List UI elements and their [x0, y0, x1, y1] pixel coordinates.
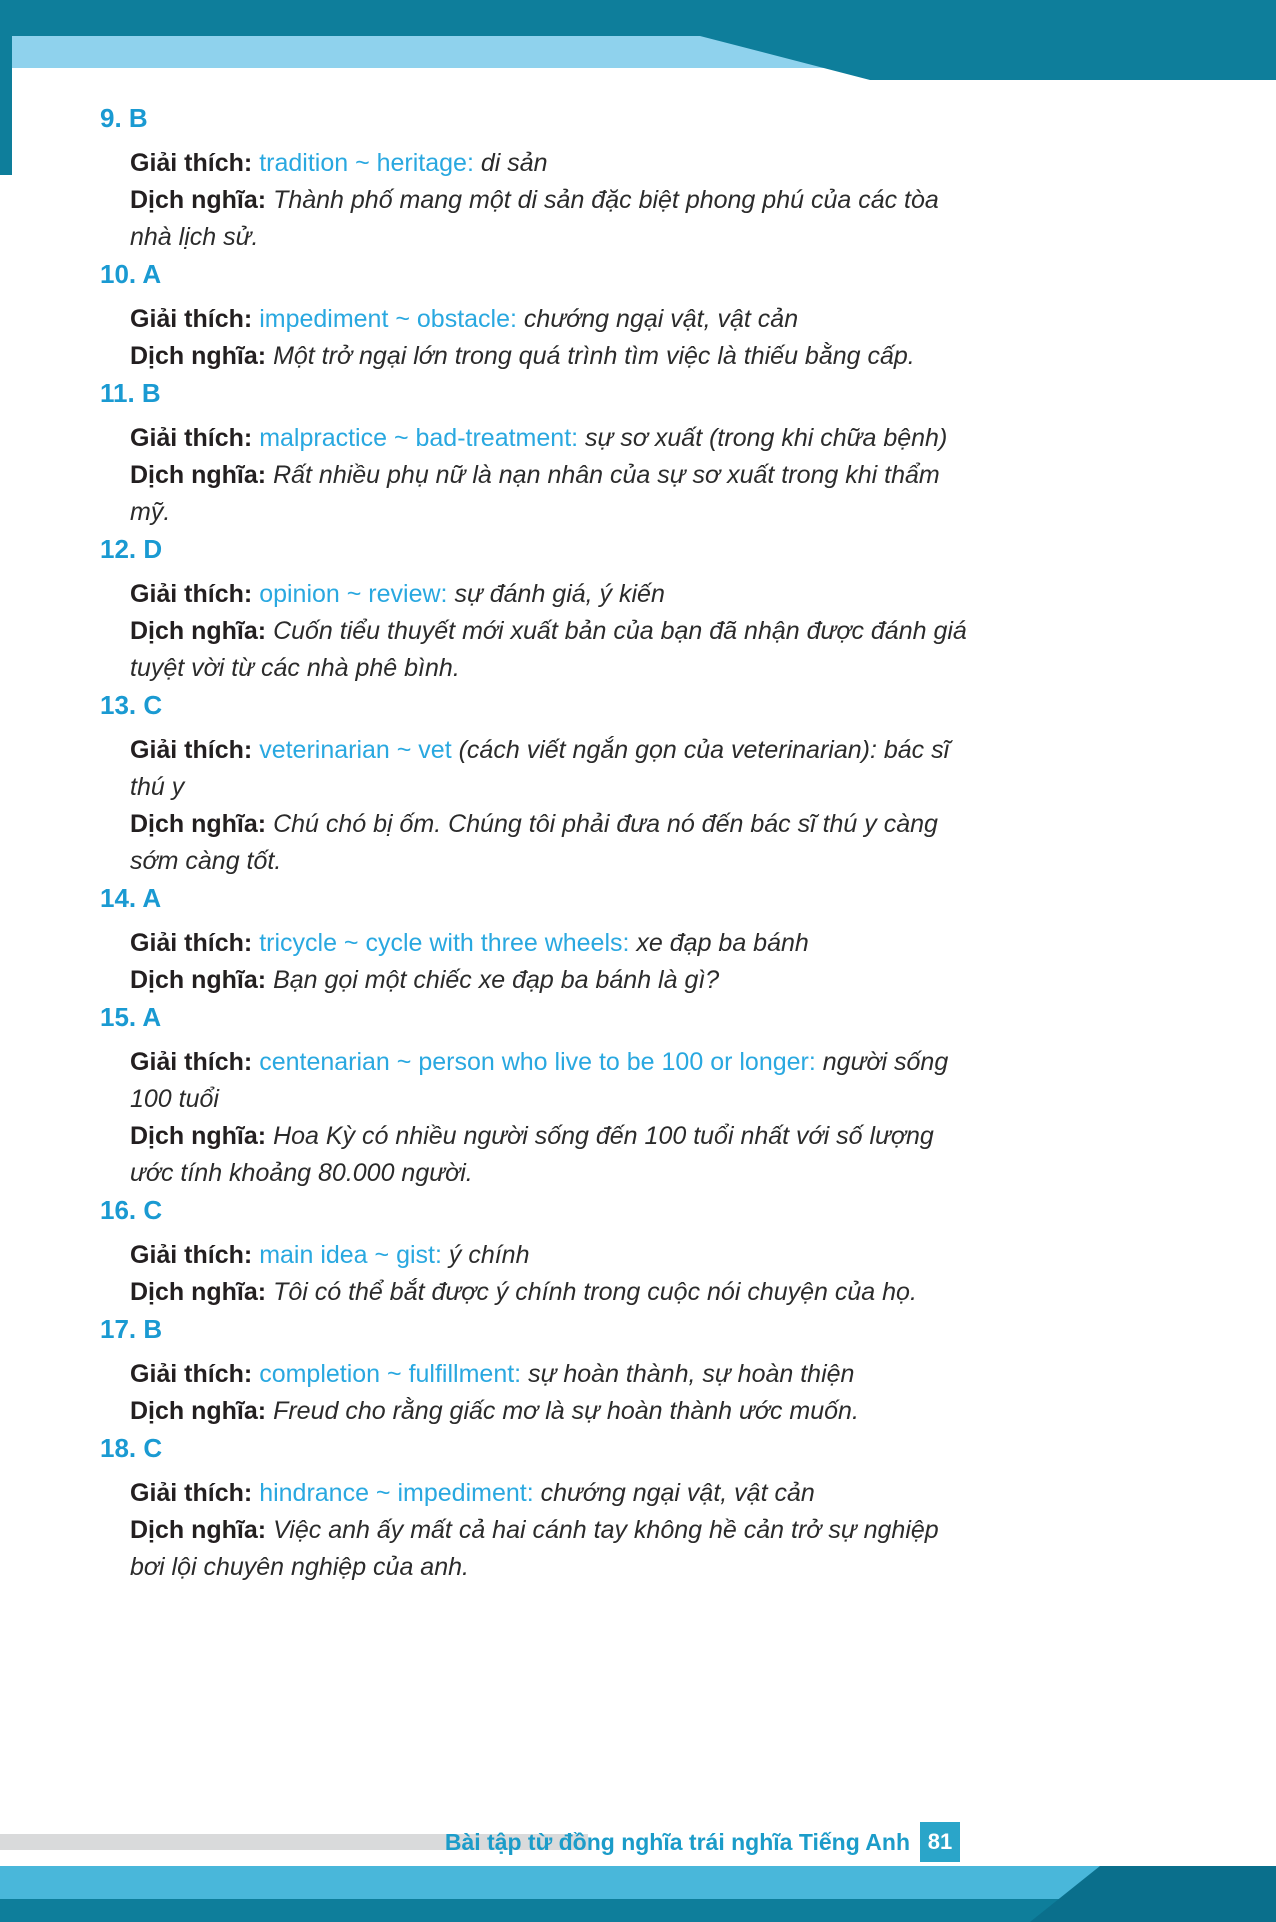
meaning-line	[130, 182, 980, 256]
answer-item	[100, 531, 980, 687]
answer-list	[100, 100, 980, 1586]
meaning-vietnamese: Việc anh ấy mất cả hai cánh tay không hề cản trở sự nghiệp bơi lội chuyên nghiệp của anh.	[130, 1516, 939, 1581]
answer-item	[100, 1430, 980, 1586]
meaning-vietnamese: Hoa Kỳ có nhiều người sống đến 100 tuổi nhất với số lượng ước tính khoảng 80.000 người.	[130, 1122, 934, 1187]
meaning-label: Dịch nghĩa:	[130, 1122, 267, 1150]
answer-item	[100, 100, 980, 256]
answer-number: 11. B	[100, 378, 161, 408]
answer-item	[100, 687, 980, 880]
meaning-label: Dịch nghĩa:	[130, 617, 267, 645]
explain-english: centenarian ~ person who live to be 100 or longer:	[259, 1048, 816, 1076]
meaning-line	[130, 1512, 980, 1586]
meaning-label: Dịch nghĩa:	[130, 342, 267, 370]
answer-number: 12. D	[100, 534, 163, 564]
answer-item	[100, 880, 980, 999]
answer-number: 17. B	[100, 1314, 163, 1344]
explain-english: malpractice ~ bad-treatment:	[259, 424, 579, 452]
explanation-line	[130, 925, 980, 962]
explanation-line	[130, 576, 980, 613]
explain-label: Giải thích:	[130, 1048, 253, 1076]
meaning-vietnamese: Freud cho rằng giấc mơ là sự hoàn thành ước muốn.	[273, 1397, 859, 1425]
meaning-label: Dịch nghĩa:	[130, 1397, 267, 1425]
answer-number: 13. C	[100, 690, 163, 720]
explanation-line	[130, 732, 980, 806]
meaning-label: Dịch nghĩa:	[130, 186, 267, 214]
meaning-vietnamese: Rất nhiều phụ nữ là nạn nhân của sự sơ xuất trong khi thẩm mỹ.	[130, 461, 940, 526]
answer-item	[100, 999, 980, 1192]
answer-item	[100, 375, 980, 531]
answer-number: 10. A	[100, 259, 162, 289]
meaning-label: Dịch nghĩa:	[130, 810, 267, 838]
explain-vietnamese: chướng ngại vật, vật cản	[523, 305, 799, 333]
explanation-line	[130, 1044, 980, 1118]
explanation-line	[130, 1475, 980, 1512]
meaning-line	[130, 806, 980, 880]
explain-english: tradition ~ heritage:	[259, 149, 474, 177]
meaning-vietnamese: Tôi có thể bắt được ý chính trong cuộc nói chuyện của họ.	[273, 1278, 917, 1306]
meaning-line	[130, 1393, 980, 1430]
explain-english: completion ~ fulfillment:	[259, 1360, 522, 1388]
meaning-line	[130, 613, 980, 687]
top-banner-dark-bar	[0, 0, 1276, 36]
meaning-line	[130, 457, 980, 531]
explain-label: Giải thích:	[130, 1479, 253, 1507]
explain-label: Giải thích:	[130, 1241, 253, 1269]
explain-label: Giải thích:	[130, 1360, 253, 1388]
explain-vietnamese: ý chính	[448, 1241, 530, 1269]
meaning-vietnamese: Chú chó bị ốm. Chúng tôi phải đưa nó đến bác sĩ thú y càng sớm càng tốt.	[130, 810, 938, 875]
explain-label: Giải thích:	[130, 149, 253, 177]
explain-english: main idea ~ gist:	[259, 1241, 442, 1269]
answer-number: 9. B	[100, 103, 148, 133]
meaning-line	[130, 1274, 980, 1311]
explain-vietnamese: sự đánh giá, ý kiến	[454, 580, 665, 608]
meaning-line	[130, 1118, 980, 1192]
explain-english: opinion ~ review:	[259, 580, 448, 608]
meaning-label: Dịch nghĩa:	[130, 1278, 267, 1306]
explain-english: impediment ~ obstacle:	[259, 305, 517, 333]
explanation-line	[130, 1356, 980, 1393]
answer-item	[100, 256, 980, 375]
meaning-label: Dịch nghĩa:	[130, 966, 267, 994]
explain-label: Giải thích:	[130, 424, 253, 452]
explain-label: Giải thích:	[130, 929, 253, 957]
footer-book-title: Bài tập từ đồng nghĩa trái nghĩa Tiếng Anh	[444, 1829, 910, 1855]
meaning-line	[130, 962, 980, 999]
meaning-vietnamese: Bạn gọi một chiếc xe đạp ba bánh là gì?	[273, 966, 720, 994]
top-banner-right-angled-shape	[700, 36, 1276, 80]
left-edge-strip	[0, 0, 12, 175]
meaning-label: Dịch nghĩa:	[130, 461, 267, 489]
explanation-line	[130, 1237, 980, 1274]
explain-vietnamese: sự hoàn thành, sự hoàn thiện	[528, 1360, 855, 1388]
explain-vietnamese: chướng ngại vật, vật cản	[540, 1479, 815, 1507]
explain-vietnamese: (cách viết ngắn gọn của veterinarian): bác sĩ thú y	[130, 736, 950, 801]
explain-english: veterinarian ~ vet	[259, 736, 452, 764]
explanation-line	[130, 145, 980, 182]
meaning-vietnamese: Một trở ngại lớn trong quá trình tìm việc là thiếu bằng cấp.	[273, 342, 915, 370]
meaning-label: Dịch nghĩa:	[130, 1516, 267, 1544]
answer-item	[100, 1192, 980, 1311]
explain-label: Giải thích:	[130, 580, 253, 608]
explanation-line	[130, 420, 980, 457]
explain-english: hindrance ~ impediment:	[259, 1479, 534, 1507]
meaning-vietnamese: Thành phố mang một di sản đặc biệt phong phú của các tòa nhà lịch sử.	[130, 186, 939, 251]
answer-number: 15. A	[100, 1002, 162, 1032]
page-number: 81	[920, 1822, 960, 1862]
answer-number: 16. C	[100, 1195, 163, 1225]
explanation-line	[130, 301, 980, 338]
meaning-line	[130, 338, 980, 375]
explain-english: tricycle ~ cycle with three wheels:	[259, 929, 630, 957]
explain-vietnamese: sự sơ xuất (trong khi chữa bệnh)	[585, 424, 948, 452]
explain-vietnamese: xe đạp ba bánh	[636, 929, 809, 957]
answer-number: 18. C	[100, 1433, 163, 1463]
explain-label: Giải thích:	[130, 305, 253, 333]
meaning-vietnamese: Cuốn tiểu thuyết mới xuất bản của bạn đã nhận được đánh giá tuyệt vời từ các nhà phê bình.	[130, 617, 967, 682]
answer-item	[100, 1311, 980, 1430]
explain-vietnamese: người sống 100 tuổi	[130, 1048, 949, 1113]
answer-number: 14. A	[100, 883, 162, 913]
explain-label: Giải thích:	[130, 736, 253, 764]
explain-vietnamese: di sản	[480, 149, 548, 177]
